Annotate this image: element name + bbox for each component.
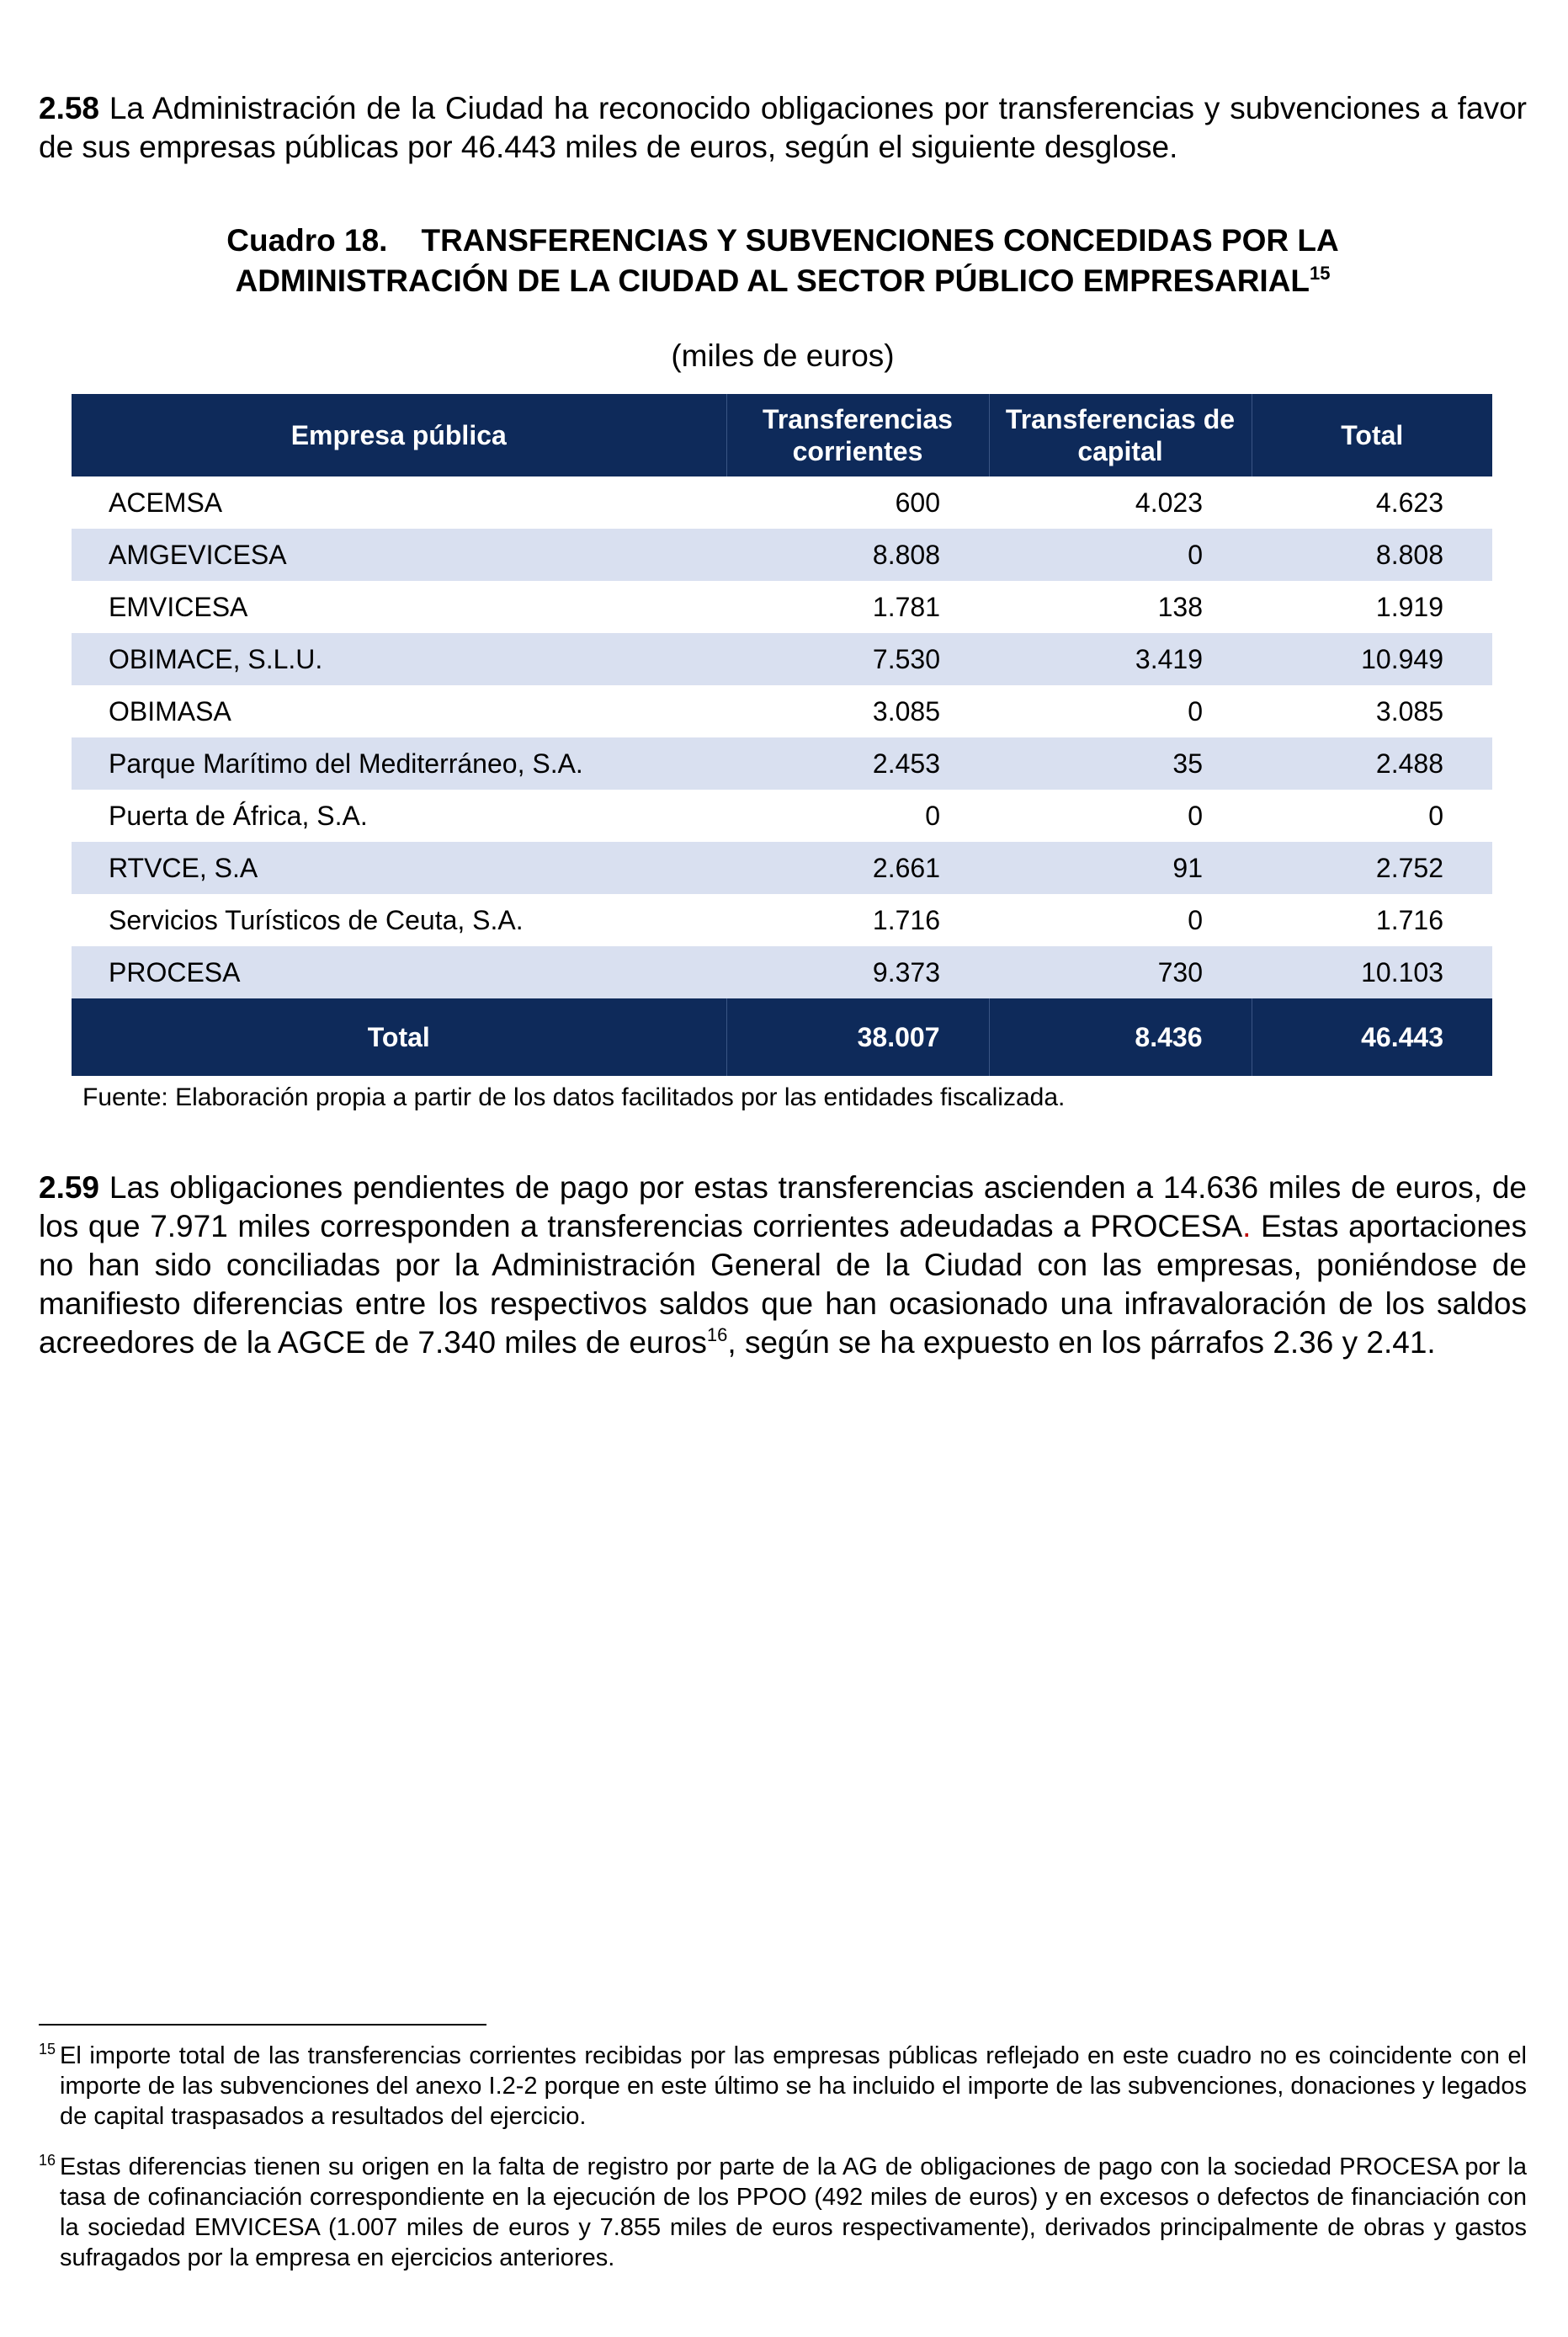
caption-number: Cuadro 18. bbox=[226, 223, 388, 258]
cell-empresa: EMVICESA bbox=[109, 592, 248, 622]
header-corrientes: Transferencias corrientes bbox=[726, 394, 989, 476]
paragraph-text-a: Las obligaciones pendientes de pago por estas transferencias ascienden a 14.636 miles de euros, de los que 7.971 miles corresponden a transferencias corrientes adeudadas a PROCESA bbox=[39, 1170, 1527, 1243]
cell-total: 1.716 bbox=[1375, 905, 1443, 935]
footnote-ref-16[interactable]: 16 bbox=[706, 1324, 728, 1345]
cell-total: 0 bbox=[1428, 801, 1443, 831]
cell-corrientes: 8.808 bbox=[726, 529, 989, 581]
cell-total: 2.488 bbox=[1252, 737, 1492, 790]
table-row bbox=[72, 529, 1492, 581]
table-row bbox=[72, 894, 1492, 946]
header-capital: Transferencias de capital bbox=[989, 394, 1252, 476]
paragraph-2-58 bbox=[39, 89, 1527, 167]
cell-empresa: ACEMSA bbox=[109, 487, 223, 518]
total-label: Total bbox=[72, 998, 726, 1076]
cell-total: 3.085 bbox=[1375, 696, 1443, 727]
cell-capital: 91 bbox=[989, 842, 1252, 894]
table-row bbox=[72, 633, 1492, 685]
footnote-text: El importe total de las transferencias corrientes recibidas por las empresas públicas reflejado en este cuadro no es coincidente con el importe de las subvenciones del anexo I.2-2 porque en este último se ha incluido el importe de las subvenciones, donaciones y legados de capital traspasados a resultados del ejercicio. bbox=[60, 2042, 1527, 2130]
footnote-text: Estas diferencias tienen su origen en la falta de registro por parte de la AG de obligaciones de pago con la sociedad PROCESA por la tasa de cofinanciación correspondiente en la ejecución de los PPOO (492 miles de euros) y en excesos o defectos de financiación con la sociedad EMVICESA (1.007 miles de euros y 7.855 miles de euros respectivamente), derivados principalmente de obras y gastos sufragados por la empresa en ejercicios anteriores. bbox=[60, 2153, 1527, 2271]
cell-total: 10.949 bbox=[1252, 633, 1492, 685]
cell-capital: 0 bbox=[1188, 905, 1203, 935]
paragraph-text: La Administración de la Ciudad ha reconocido obligaciones por transferencias y subvenciones a favor de sus empresas públicas por 46.443 miles de euros, según el siguiente desglose. bbox=[39, 91, 1527, 164]
table-total-row bbox=[72, 998, 1492, 1076]
caption-title-line2: ADMINISTRACIÓN DE LA CIUDAD AL SECTOR PÚBLICO EMPRESARIAL bbox=[235, 264, 1310, 298]
table-header-row bbox=[72, 394, 1492, 476]
transfers-table bbox=[72, 394, 1492, 1076]
cell-capital: 0 bbox=[1188, 696, 1203, 727]
paragraph-number: 2.58 bbox=[39, 91, 100, 125]
cell-corrientes: 3.085 bbox=[872, 696, 940, 727]
table-row bbox=[72, 790, 1492, 842]
paragraph-number: 2.59 bbox=[39, 1170, 100, 1205]
header-empresa: Empresa pública bbox=[72, 394, 726, 476]
cell-corrientes: 0 bbox=[925, 801, 940, 831]
cell-corrientes: 2.453 bbox=[726, 737, 989, 790]
cell-capital: 4.023 bbox=[1135, 487, 1203, 518]
cell-capital: 138 bbox=[1157, 592, 1203, 622]
cell-empresa: RTVCE, S.A bbox=[72, 842, 726, 894]
cell-total: 8.808 bbox=[1252, 529, 1492, 581]
footnote-divider bbox=[39, 2024, 486, 2026]
cell-total: 10.103 bbox=[1252, 946, 1492, 998]
cell-corrientes: 1.716 bbox=[872, 905, 940, 935]
cell-capital: 0 bbox=[1188, 801, 1203, 831]
cell-empresa: OBIMASA bbox=[109, 696, 231, 727]
cell-corrientes: 7.530 bbox=[726, 633, 989, 685]
footnote-15: 15 El importe total de las transferencias corrientes recibidas por las empresas públicas reflejado en este cuadro no es coincidente con el importe de las subvenciones del anexo I.2-2 porque en este último se ha incluido el importe de las subvenciones, donaciones y legados de capital traspasados a resultados del ejercicio. bbox=[39, 2041, 1527, 2130]
table-row bbox=[72, 737, 1492, 790]
cell-total: 4.623 bbox=[1375, 487, 1443, 518]
table-row bbox=[72, 685, 1492, 737]
total-total: 46.443 bbox=[1252, 998, 1492, 1076]
table-row bbox=[72, 946, 1492, 998]
cell-empresa: Parque Marítimo del Mediterráneo, S.A. bbox=[72, 737, 726, 790]
paragraph-text-c: , según se ha expuesto en los párrafos 2.36 y 2.41. bbox=[727, 1325, 1436, 1360]
cell-capital: 0 bbox=[989, 529, 1252, 581]
cell-empresa: OBIMACE, S.L.U. bbox=[72, 633, 726, 685]
cell-capital: 35 bbox=[989, 737, 1252, 790]
cell-empresa: Puerta de África, S.A. bbox=[109, 801, 368, 831]
cell-empresa: PROCESA bbox=[72, 946, 726, 998]
cell-total: 1.919 bbox=[1375, 592, 1443, 622]
caption-title-line1: TRANSFERENCIAS Y SUBVENCIONES CONCEDIDAS POR LA bbox=[421, 223, 1339, 258]
total-corrientes: 38.007 bbox=[726, 998, 989, 1076]
table-units: (miles de euros) bbox=[671, 338, 895, 373]
cell-corrientes: 600 bbox=[895, 487, 940, 518]
cell-empresa: AMGEVICESA bbox=[72, 529, 726, 581]
footnote-ref-15[interactable]: 15 bbox=[1310, 263, 1331, 284]
cell-corrientes: 1.781 bbox=[872, 592, 940, 622]
cell-capital: 730 bbox=[989, 946, 1252, 998]
cell-capital: 3.419 bbox=[989, 633, 1252, 685]
table-row bbox=[72, 476, 1492, 529]
paragraph-2-59 bbox=[39, 1168, 1527, 1362]
red-period: . bbox=[1242, 1209, 1252, 1243]
cell-empresa: Servicios Turísticos de Ceuta, S.A. bbox=[109, 905, 524, 935]
paragraph-text-b: Estas aportaciones no han sido conciliadas por la Administración General de la Ciudad con las empresas, poniéndose de manifiesto diferencias entre los respectivos saldos que han ocasionado una infravaloración de los saldos acreedores de la AGCE de 7.340 miles de euros bbox=[39, 1209, 1527, 1360]
table-row bbox=[72, 581, 1492, 633]
cell-corrientes: 9.373 bbox=[726, 946, 989, 998]
cell-total: 2.752 bbox=[1252, 842, 1492, 894]
cell-corrientes: 2.661 bbox=[726, 842, 989, 894]
table-row bbox=[72, 842, 1492, 894]
total-capital: 8.436 bbox=[989, 998, 1252, 1076]
table-caption bbox=[39, 221, 1527, 301]
header-total: Total bbox=[1252, 394, 1492, 476]
table-source: Fuente: Elaboración propia a partir de los datos facilitados por las entidades fiscalizada. bbox=[82, 1083, 1066, 1111]
footnote-16: 16 Estas diferencias tienen su origen en la falta de registro por parte de la AG de obligaciones de pago con la sociedad PROCESA por la tasa de cofinanciación correspondiente en la ejecución de los PPOO (492 miles de euros) y en excesos o defectos de financiación con la sociedad EMVICESA (1.007 miles de euros y 7.855 miles de euros respectivamente), derivados principalmente de obras y gastos sufragados por la empresa en ejercicios anteriores. bbox=[39, 2152, 1527, 2271]
